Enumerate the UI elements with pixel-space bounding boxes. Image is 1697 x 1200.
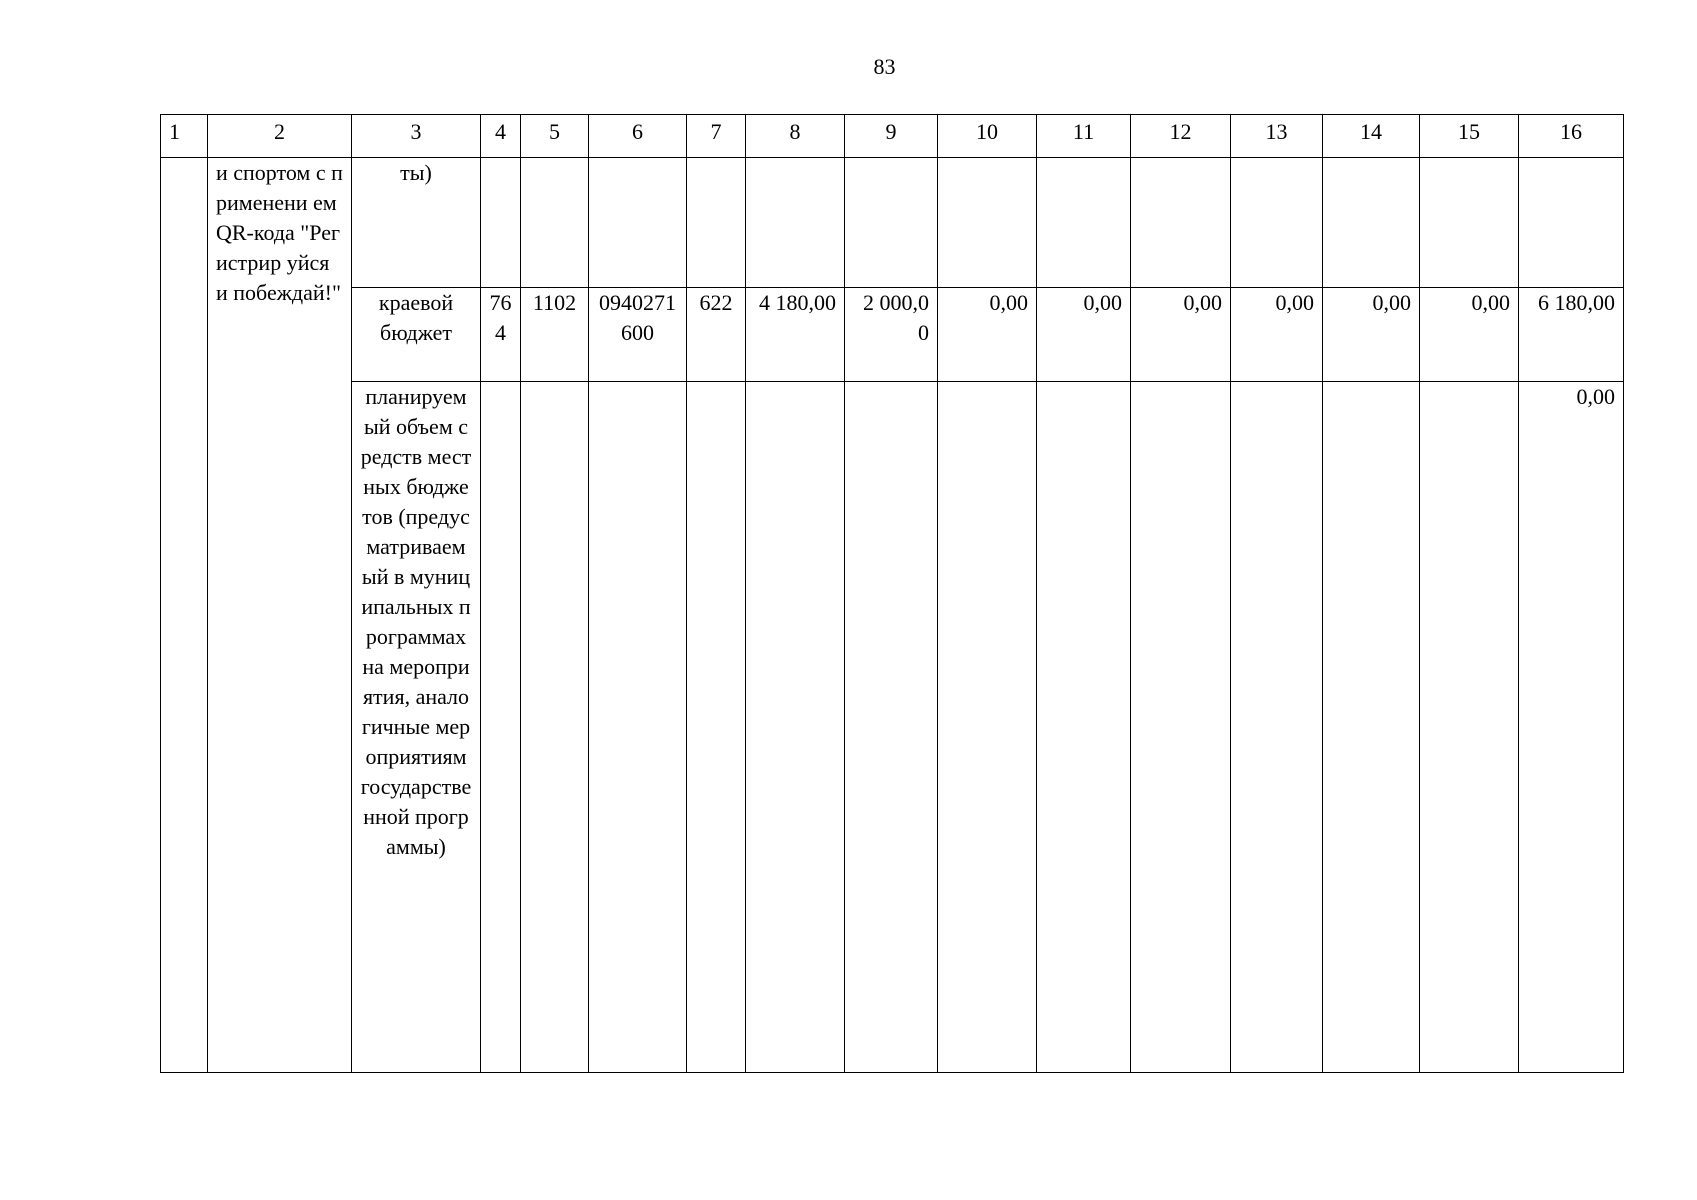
csr-cell: 0940271600 [589, 288, 687, 382]
total-cell [1519, 158, 1624, 288]
amount-cell [938, 158, 1037, 288]
amount-cell [1420, 382, 1519, 1073]
amount-cell [1131, 158, 1231, 288]
amount-cell [746, 382, 845, 1073]
amount-cell: 4 180,00 [746, 288, 845, 382]
amount-cell: 2 000,00 [845, 288, 938, 382]
page-number: 83 [873, 54, 896, 79]
amount-cell [845, 158, 938, 288]
table-row [161, 288, 1624, 382]
rzpr-cell: 1102 [521, 288, 589, 382]
vr-cell: 622 [687, 288, 746, 382]
amount-cell [1037, 158, 1131, 288]
event-name-cell: и спортом с применени ем QR-кода "Регистрир уйся и побеждай!" [208, 158, 352, 1073]
amount-cell [938, 382, 1037, 1073]
amount-cell [1037, 382, 1131, 1073]
amount-cell [1131, 382, 1231, 1073]
funding-source-cell: планируемый объем средств местных бюджетов (предусматриваемый в муниципальных программах на мероприятия, аналогичные мероприятиям государственной программы) [352, 382, 481, 1073]
row-number-cell [161, 158, 208, 1073]
grbs-cell [481, 158, 521, 288]
rzpr-cell [521, 382, 589, 1073]
grbs-cell [481, 382, 521, 1073]
amount-cell [1323, 158, 1420, 288]
column-header: 6 [589, 115, 687, 158]
amount-cell [845, 382, 938, 1073]
funding-source-cell: краевой бюджет [352, 288, 481, 382]
header-row [161, 115, 1624, 158]
column-header: 4 [481, 115, 521, 158]
amount-cell: 0,00 [1037, 288, 1131, 382]
vr-cell [687, 158, 746, 288]
column-header: 16 [1519, 115, 1624, 158]
column-header: 11 [1037, 115, 1131, 158]
column-header: 5 [521, 115, 589, 158]
column-header: 15 [1420, 115, 1519, 158]
column-header: 3 [352, 115, 481, 158]
funding-source-cell: ты) [352, 158, 481, 288]
rzpr-cell [521, 158, 589, 288]
column-header: 13 [1231, 115, 1323, 158]
amount-cell [1231, 382, 1323, 1073]
csr-cell [589, 158, 687, 288]
grbs-cell: 764 [481, 288, 521, 382]
csr-cell [589, 382, 687, 1073]
amount-cell: 0,00 [1131, 288, 1231, 382]
column-header: 1 [161, 115, 208, 158]
amount-cell [1420, 158, 1519, 288]
amount-cell [1231, 158, 1323, 288]
column-header: 14 [1323, 115, 1420, 158]
vr-cell [687, 382, 746, 1073]
total-cell: 6 180,00 [1519, 288, 1624, 382]
table-row [161, 382, 1624, 1073]
amount-cell: 0,00 [1323, 288, 1420, 382]
amount-cell: 0,00 [1231, 288, 1323, 382]
budget-table [160, 114, 1624, 1073]
column-header: 10 [938, 115, 1037, 158]
amount-cell: 0,00 [938, 288, 1037, 382]
column-header: 8 [746, 115, 845, 158]
amount-cell [1323, 382, 1420, 1073]
amount-cell: 0,00 [1420, 288, 1519, 382]
amount-cell [746, 158, 845, 288]
total-cell: 0,00 [1519, 382, 1624, 1073]
column-header: 7 [687, 115, 746, 158]
column-header: 9 [845, 115, 938, 158]
column-header: 2 [208, 115, 352, 158]
table-row [161, 158, 1624, 288]
column-header: 12 [1131, 115, 1231, 158]
